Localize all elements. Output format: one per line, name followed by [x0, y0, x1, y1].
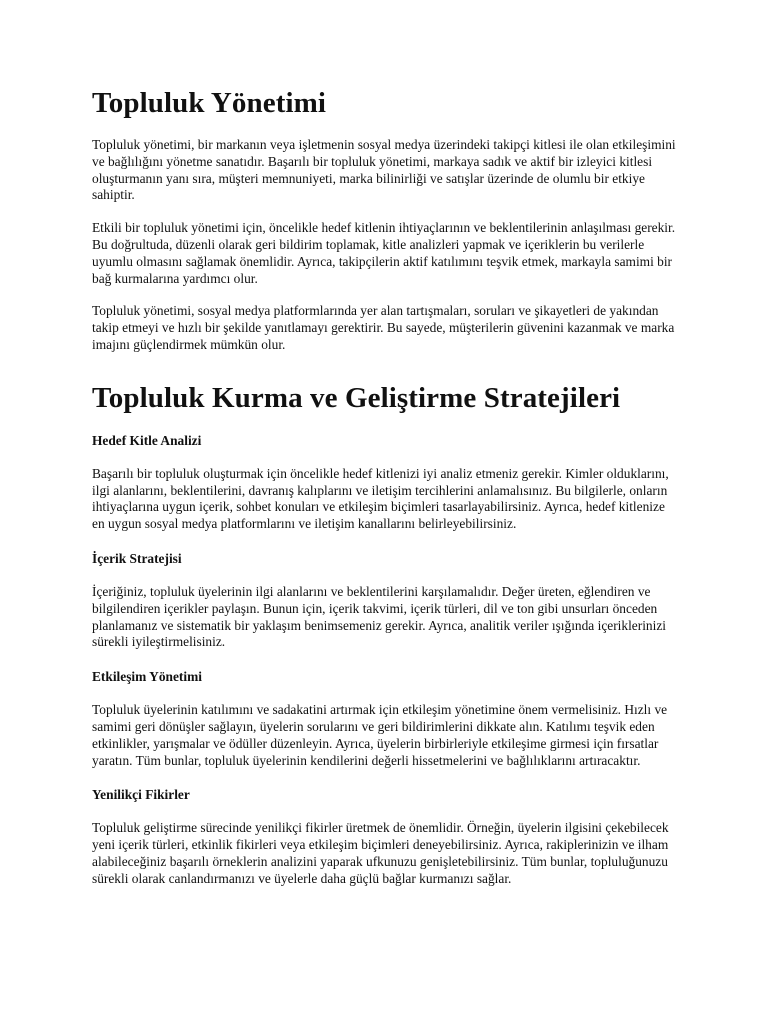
subsection-text-engagement-management: Topluluk üyelerinin katılımını ve sadakatini artırmak için etkileşim yönetimine önem vermelisiniz. Hızlı ve samimi geri dönüşler sağlayın, üyelerin sorularını ve geri bildirimlerini dikkate alın. Katılımı teşvik eden etkinlikler, yarışmalar ve ödüller düzenleyin. Ayrıca, üyelerin birbirleriyle etkileşime girmesi için fırsatlar yaratın. Tüm bunlar, topluluk üyelerinin kendilerini değerli hissetmelerini ve bağlılıklarını artıracaktır. — [92, 702, 668, 768]
subsection-heading-engagement-management: Etkileşim Yönetimi — [92, 669, 202, 685]
subsection-heading-content-strategy: İçerik Stratejisi — [92, 550, 182, 566]
intro-paragraph-2: Etkili bir topluluk yönetimi için, öncelikle hedef kitlenin ihtiyaçlarının ve beklentilerinin anlaşılması gerekir. Bu doğrultuda, düzenli olarak geri bildirim toplamak, kitle analizleri yapmak ve içeriklerin bu verilerle uyumlu olmasını sağlamak önemlidir. Ayrıca, takipçilerin aktif katılımını teşvik etmek, markayla samimi bir bağ kurmalarına yardımcı olur. — [92, 220, 676, 286]
intro-paragraph-3: Topluluk yönetimi, sosyal medya platformlarında yer alan tartışmaları, soruları ve şikayetleri de yakından takip etmeyi ve hızlı bir şekilde yanıtlamayı gerektirir. Bu sayede, müşterilerin güvenini kazanmak ve marka imajını güçlendirmek mümkün olur. — [92, 303, 675, 352]
intro-paragraph-1: Topluluk yönetimi, bir markanın veya işletmenin sosyal medya üzerindeki takipçi kitlesi ile olan etkileşimini ve bağlılığını yönetme sanatıdır. Başarılı bir topluluk yönetimi, markaya sadık ve aktif bir izleyici kitlesi oluşturmanın yanı sıra, müşteri memnuniyeti, marka bilinirliği ve satışlar üzerinde de olumlu bir etkiye sahiptir. — [92, 137, 676, 203]
subsection-text-target-audience: Başarılı bir topluluk oluşturmak için öncelikle hedef kitlenizi iyi analiz etmeniz gerekir. Kimler olduklarını, ilgi alanlarını, beklentilerini, davranış kalıplarını ve iletişim tercihlerini anlamalısınız. Bu bilgilerle, onların ihtiyaçlarına uygun içerik, sohbet konuları ve etkileşim biçimleri tasarlayabilirsiniz. Ayrıca, hedef kitlenize en uygun sosyal medya platformlarını ve iletişim kanallarını belirleyebilirsiniz. — [92, 465, 669, 532]
subsection-text-innovative-ideas: Topluluk geliştirme sürecinde yenilikçi fikirler üretmek de önemlidir. Örneğin, üyelerin ilgisini çekebilecek yeni içerik türleri, etkinlik fikirleri veya etkileşim biçimleri deneyebilirsiniz. Ayrıca, rakiplerinizin ve ilham alabileceğiniz başarılı örneklerin analizini yaparak ufkunuzu genişletebilirsiniz. Tüm bunlar, topluluğunuzu sürekli olarak canlandırmanızı ve üyelerle daha güçlü bağlar kurmanızı sağlar. — [92, 820, 669, 886]
subsection-heading-innovative-ideas: Yenilikçi Fikirler — [92, 787, 190, 803]
subsection-text-content-strategy: İçeriğiniz, topluluk üyelerinin ilgi alanlarını ve beklentilerini karşılamalıdır. Değer üreten, eğlendiren ve bilgilendiren içerikler paylaşın. Bunun için, içerik takvimi, içerik türleri, dil ve ton gibi unsurları önceden planlamanız ve sistematik bir yaklaşım benimsemeniz gerekir. Ayrıca, analitik veriler ışığında içeriklerinizi sürekli iyileştirmelisiniz. — [92, 583, 667, 650]
document-title: Topluluk Yönetimi — [92, 87, 327, 119]
subsection-heading-target-audience: Hedef Kitle Analizi — [92, 432, 202, 448]
section-title: Topluluk Kurma ve Geliştirme Stratejileri — [92, 381, 621, 414]
